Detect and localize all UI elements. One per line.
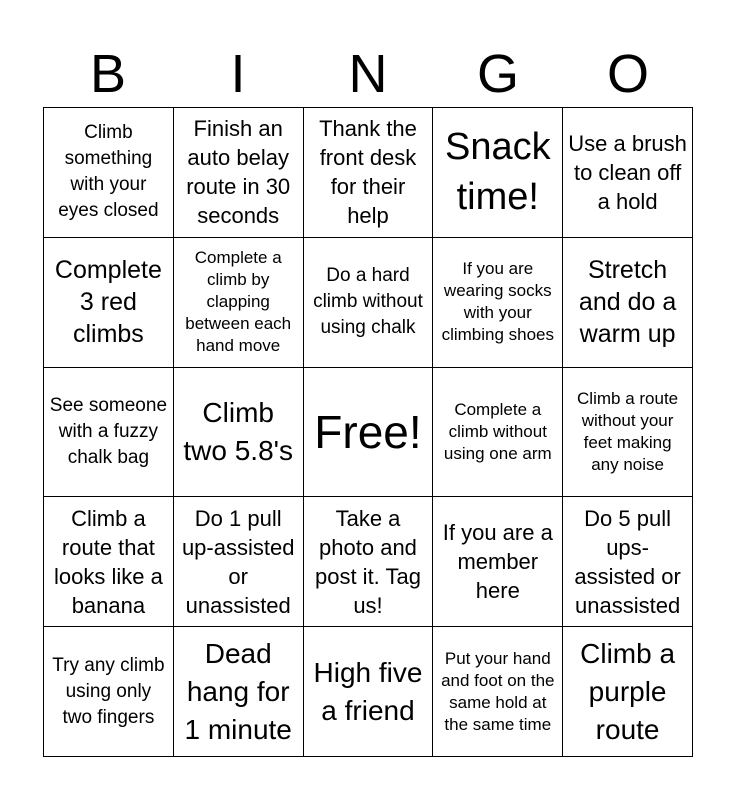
cell-text: Complete 3 red climbs [54, 256, 162, 349]
header-letter-n: N [348, 44, 388, 104]
bingo-cell [174, 108, 304, 238]
cell-text: Climb a route that looks like a banana [53, 505, 163, 618]
header-letter-i: I [230, 44, 246, 104]
bingo-cell [304, 108, 434, 238]
bingo-header [43, 40, 693, 108]
cell-text: Put your hand and foot on the same hold at the same time [441, 648, 555, 734]
free-space [304, 368, 434, 498]
bingo-cell [44, 497, 174, 627]
cell-text: High five a friend [313, 656, 423, 726]
bingo-board [43, 107, 693, 757]
bingo-cell [433, 497, 563, 627]
cell-text: Snack time! [444, 126, 551, 219]
bingo-cell [304, 238, 434, 368]
bingo-cell [563, 627, 693, 757]
cell-text: See someone with a fuzzy chalk bag [49, 394, 168, 468]
bingo-cell [433, 108, 563, 238]
bingo-cell [304, 497, 434, 627]
bingo-cell [174, 238, 304, 368]
bingo-cell [433, 368, 563, 498]
bingo-cell [563, 497, 693, 627]
bingo-cell [433, 238, 563, 368]
bingo-cell [44, 108, 174, 238]
cell-text: If you are wearing socks with your climbing shoes [441, 259, 555, 345]
cell-text: Do a hard climb without using chalk [313, 265, 423, 339]
bingo-cell [563, 368, 693, 498]
cell-text: Climb a route without your feet making any noise [577, 388, 679, 474]
bingo-cell [563, 238, 693, 368]
cell-text: Complete a climb without using one arm [443, 399, 552, 463]
cell-text: Use a brush to clean off a hold [568, 130, 687, 214]
cell-text: Do 1 pull up-assisted or unassisted [181, 505, 295, 618]
cell-text: If you are a member here [442, 520, 553, 604]
header-letter-b: B [89, 44, 127, 104]
bingo-cell [44, 238, 174, 368]
cell-text: Take a photo and post it. Tag us! [314, 505, 421, 618]
header-letter-o: O [606, 44, 649, 104]
cell-text: Climb a purple route [580, 637, 676, 745]
bingo-cell [44, 627, 174, 757]
cell-text: Complete a climb by clapping between each hand move [185, 248, 292, 356]
cell-text: Dead hang for 1 minute [184, 637, 292, 745]
cell-text: Stretch and do a warm up [578, 256, 677, 349]
bingo-cell [44, 368, 174, 498]
bingo-cell [304, 627, 434, 757]
cell-text: Try any climb using only two fingers [52, 654, 165, 728]
bingo-cell [174, 627, 304, 757]
header-letter-g: G [476, 44, 519, 104]
cell-text: Thank the front desk for their help [319, 116, 417, 229]
cell-text: Finish an auto belay route in 30 seconds [186, 116, 291, 229]
bingo-cell [433, 627, 563, 757]
bingo-cell [563, 108, 693, 238]
cell-text: Free! [314, 405, 422, 458]
cell-text: Climb something with your eyes closed [58, 122, 159, 222]
cell-text: Do 5 pull ups-assisted or unassisted [574, 505, 681, 618]
bingo-cell [174, 497, 304, 627]
cell-text: Climb two 5.8's [183, 396, 293, 466]
bingo-cell [174, 368, 304, 498]
